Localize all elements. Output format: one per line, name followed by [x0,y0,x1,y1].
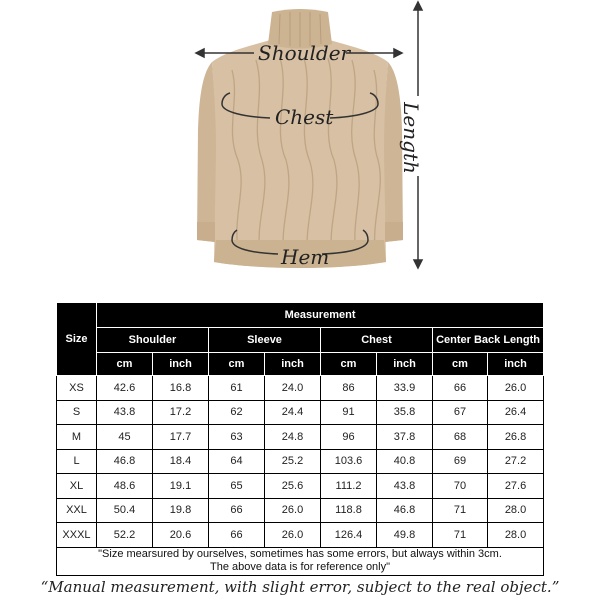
value-cell: 64 [209,449,265,474]
table-row [57,376,544,401]
value-cell: 27.6 [488,474,544,499]
value-cell: 111.2 [321,474,377,499]
value-cell: 66 [209,523,265,548]
chest-label: Chest [275,105,334,129]
size-cell: M [57,425,97,450]
size-rows [57,376,544,576]
unit-header: inch [153,353,209,376]
value-cell: 27.2 [488,449,544,474]
value-cell: 71 [433,498,488,523]
value-cell: 69 [433,449,488,474]
value-cell: 68 [433,425,488,450]
group-header: Chest [321,328,433,353]
size-cell: XXXL [57,523,97,548]
value-cell: 18.4 [153,449,209,474]
value-cell: 43.8 [377,474,433,499]
value-cell: 42.6 [97,376,153,401]
value-cell: 66 [433,376,488,401]
value-cell: 19.8 [153,498,209,523]
table-row [57,425,544,450]
unit-header: cm [321,353,377,376]
value-cell: 25.2 [265,449,321,474]
table-row [57,400,544,425]
size-cell: XXL [57,498,97,523]
value-cell: 66 [209,498,265,523]
note-row [57,547,544,575]
value-cell: 35.8 [377,400,433,425]
unit-header: cm [97,353,153,376]
value-cell: 24.8 [265,425,321,450]
value-cell: 46.8 [377,498,433,523]
value-cell: 52.2 [97,523,153,548]
hem-label: Hem [281,245,330,269]
size-cell: XL [57,474,97,499]
value-cell: 37.8 [377,425,433,450]
value-cell: 48.6 [97,474,153,499]
size-cell: XS [57,376,97,401]
value-cell: 40.8 [377,449,433,474]
value-cell: 19.1 [153,474,209,499]
unit-header: inch [265,353,321,376]
value-cell: 45 [97,425,153,450]
size-header: Size [57,303,97,376]
length-label: Length [398,102,423,174]
table-row [57,523,544,548]
value-cell: 65 [209,474,265,499]
size-cell: L [57,449,97,474]
value-cell: 91 [321,400,377,425]
footer-caption: “Manual measurement, with slight error, subject to the real object.” [40,578,560,596]
value-cell: 63 [209,425,265,450]
unit-header: inch [488,353,544,376]
value-cell: 16.8 [153,376,209,401]
value-cell: 70 [433,474,488,499]
value-cell: 46.8 [97,449,153,474]
note-line-1: "Size mearsured by ourselves, sometimes has some errors, but always within 3cm. [98,548,502,560]
value-cell: 118.8 [321,498,377,523]
value-cell: 26.4 [488,400,544,425]
value-cell: 96 [321,425,377,450]
value-cell: 62 [209,400,265,425]
measurement-header: Measurement [97,303,544,328]
unit-header: cm [209,353,265,376]
value-cell: 49.8 [377,523,433,548]
value-cell: 17.7 [153,425,209,450]
size-chart [56,302,543,576]
group-header: Sleeve [209,328,321,353]
group-header: Shoulder [97,328,209,353]
unit-header: cm [433,353,488,376]
value-cell: 50.4 [97,498,153,523]
table-row [57,449,544,474]
unit-header: inch [377,353,433,376]
value-cell: 71 [433,523,488,548]
value-cell: 24.0 [265,376,321,401]
disclaimer-note [57,547,544,575]
table-row [57,474,544,499]
value-cell: 86 [321,376,377,401]
value-cell: 24.4 [265,400,321,425]
shoulder-label: Shoulder [258,41,351,65]
value-cell: 26.0 [265,498,321,523]
value-cell: 26.0 [265,523,321,548]
note-line-2: The above data is for reference only" [210,561,391,573]
value-cell: 126.4 [321,523,377,548]
value-cell: 17.2 [153,400,209,425]
size-cell: S [57,400,97,425]
value-cell: 61 [209,376,265,401]
value-cell: 28.0 [488,498,544,523]
sweater-body [212,40,388,268]
value-cell: 28.0 [488,523,544,548]
size-table [56,302,544,576]
group-header: Center Back Length [433,328,544,353]
value-cell: 26.8 [488,425,544,450]
value-cell: 20.6 [153,523,209,548]
sweater-diagram [0,0,600,290]
value-cell: 26.0 [488,376,544,401]
value-cell: 33.9 [377,376,433,401]
table-row [57,498,544,523]
value-cell: 103.6 [321,449,377,474]
value-cell: 43.8 [97,400,153,425]
value-cell: 67 [433,400,488,425]
value-cell: 25.6 [265,474,321,499]
